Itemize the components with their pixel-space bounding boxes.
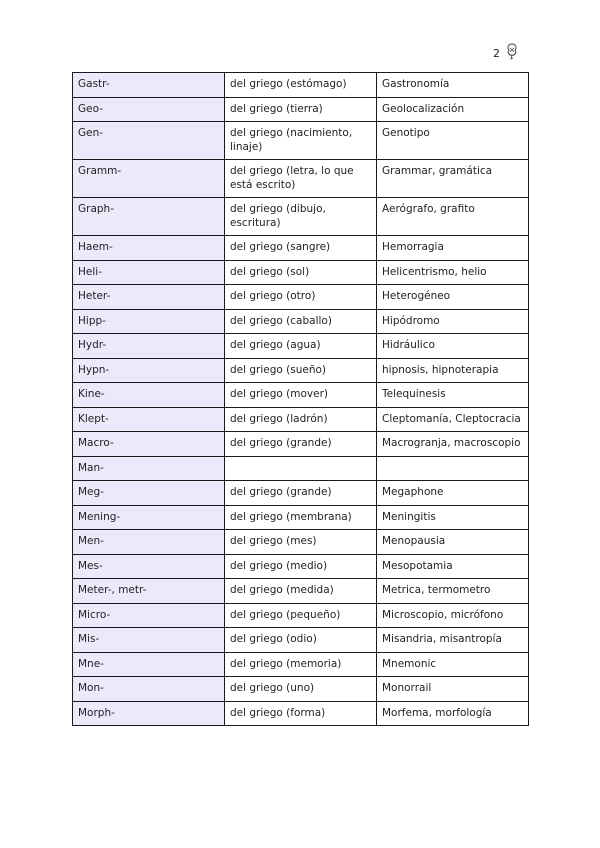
origin-cell: del griego (caballo) (225, 309, 377, 334)
table-row (73, 198, 529, 236)
prefix-cell: Graph- (73, 198, 225, 236)
table-row (73, 432, 529, 457)
page-header (493, 42, 520, 60)
table-row (73, 456, 529, 481)
prefix-cell: Klept- (73, 407, 225, 432)
prefix-cell: Mis- (73, 628, 225, 653)
examples-cell: Mnemonic (377, 652, 529, 677)
prefix-cell: Kine- (73, 383, 225, 408)
pencil-doodle-icon (504, 42, 520, 60)
table-row (73, 407, 529, 432)
origin-cell: del griego (agua) (225, 334, 377, 359)
table-row (73, 652, 529, 677)
origin-cell: del griego (tierra) (225, 97, 377, 122)
examples-cell: Misandria, misantropía (377, 628, 529, 653)
origin-cell: del griego (medida) (225, 579, 377, 604)
examples-cell: Metrica, termometro (377, 579, 529, 604)
table-row (73, 160, 529, 198)
table-row (73, 122, 529, 160)
examples-cell: Hidráulico (377, 334, 529, 359)
table-row (73, 603, 529, 628)
prefix-cell: Mne- (73, 652, 225, 677)
examples-cell: Macrogranja, macroscopio (377, 432, 529, 457)
table-row (73, 97, 529, 122)
prefix-cell: Men- (73, 530, 225, 555)
origin-cell: del griego (mes) (225, 530, 377, 555)
greek-roots-table (72, 72, 529, 726)
prefix-cell: Heter- (73, 285, 225, 310)
table-row (73, 677, 529, 702)
table-row (73, 530, 529, 555)
prefix-cell: Haem- (73, 236, 225, 261)
examples-cell: Menopausia (377, 530, 529, 555)
origin-cell: del griego (sangre) (225, 236, 377, 261)
examples-cell: Aerógrafo, grafito (377, 198, 529, 236)
prefix-cell: Mes- (73, 554, 225, 579)
origin-cell: del griego (mover) (225, 383, 377, 408)
examples-cell: Telequinesis (377, 383, 529, 408)
prefix-cell: Micro- (73, 603, 225, 628)
prefix-cell: Mon- (73, 677, 225, 702)
origin-cell: del griego (sol) (225, 260, 377, 285)
examples-cell: Megaphone (377, 481, 529, 506)
origin-cell: del griego (estómago) (225, 73, 377, 98)
origin-cell (225, 456, 377, 481)
origin-cell: del griego (grande) (225, 432, 377, 457)
examples-cell: Microscopio, micrófono (377, 603, 529, 628)
prefix-cell: Gen- (73, 122, 225, 160)
prefix-cell: Hypn- (73, 358, 225, 383)
table-row (73, 505, 529, 530)
table-row (73, 628, 529, 653)
examples-cell: Geolocalización (377, 97, 529, 122)
table-row (73, 481, 529, 506)
prefix-cell: Geo- (73, 97, 225, 122)
prefix-cell: Heli- (73, 260, 225, 285)
origin-cell: del griego (memoria) (225, 652, 377, 677)
prefix-cell: Hipp- (73, 309, 225, 334)
table-row (73, 285, 529, 310)
prefix-cell: Morph- (73, 701, 225, 726)
table-row (73, 554, 529, 579)
table-row (73, 579, 529, 604)
examples-cell: hipnosis, hipnoterapia (377, 358, 529, 383)
examples-cell: Morfema, morfología (377, 701, 529, 726)
table-row (73, 260, 529, 285)
prefix-cell: Meg- (73, 481, 225, 506)
origin-cell: del griego (uno) (225, 677, 377, 702)
table-row (73, 701, 529, 726)
origin-cell: del griego (ladrón) (225, 407, 377, 432)
examples-cell: Hipódromo (377, 309, 529, 334)
prefix-cell: Hydr- (73, 334, 225, 359)
examples-cell: Cleptomanía, Cleptocracia (377, 407, 529, 432)
table-row (73, 309, 529, 334)
examples-cell: Heterogéneo (377, 285, 529, 310)
origin-cell: del griego (sueño) (225, 358, 377, 383)
origin-cell: del griego (nacimiento, linaje) (225, 122, 377, 160)
table-row (73, 383, 529, 408)
examples-cell: Meningitis (377, 505, 529, 530)
examples-cell: Genotipo (377, 122, 529, 160)
page-number: 2 (493, 47, 500, 60)
examples-cell: Helicentrismo, helio (377, 260, 529, 285)
origin-cell: del griego (membrana) (225, 505, 377, 530)
origin-cell: del griego (letra, lo que está escrito) (225, 160, 377, 198)
examples-cell: Monorrail (377, 677, 529, 702)
examples-cell: Gastronomía (377, 73, 529, 98)
examples-cell: Mesopotamia (377, 554, 529, 579)
prefix-cell: Meter-, metr- (73, 579, 225, 604)
table-row (73, 236, 529, 261)
table-row (73, 334, 529, 359)
table-row (73, 73, 529, 98)
origin-cell: del griego (odio) (225, 628, 377, 653)
origin-cell: del griego (grande) (225, 481, 377, 506)
prefix-cell: Mening- (73, 505, 225, 530)
prefix-cell: Macro- (73, 432, 225, 457)
prefix-cell: Man- (73, 456, 225, 481)
origin-cell: del griego (otro) (225, 285, 377, 310)
examples-cell: Hemorragia (377, 236, 529, 261)
origin-cell: del griego (forma) (225, 701, 377, 726)
examples-cell: Grammar, gramática (377, 160, 529, 198)
examples-cell (377, 456, 529, 481)
prefix-cell: Gastr- (73, 73, 225, 98)
table-row (73, 358, 529, 383)
prefix-cell: Gramm- (73, 160, 225, 198)
origin-cell: del griego (dibujo, escritura) (225, 198, 377, 236)
origin-cell: del griego (medio) (225, 554, 377, 579)
origin-cell: del griego (pequeño) (225, 603, 377, 628)
